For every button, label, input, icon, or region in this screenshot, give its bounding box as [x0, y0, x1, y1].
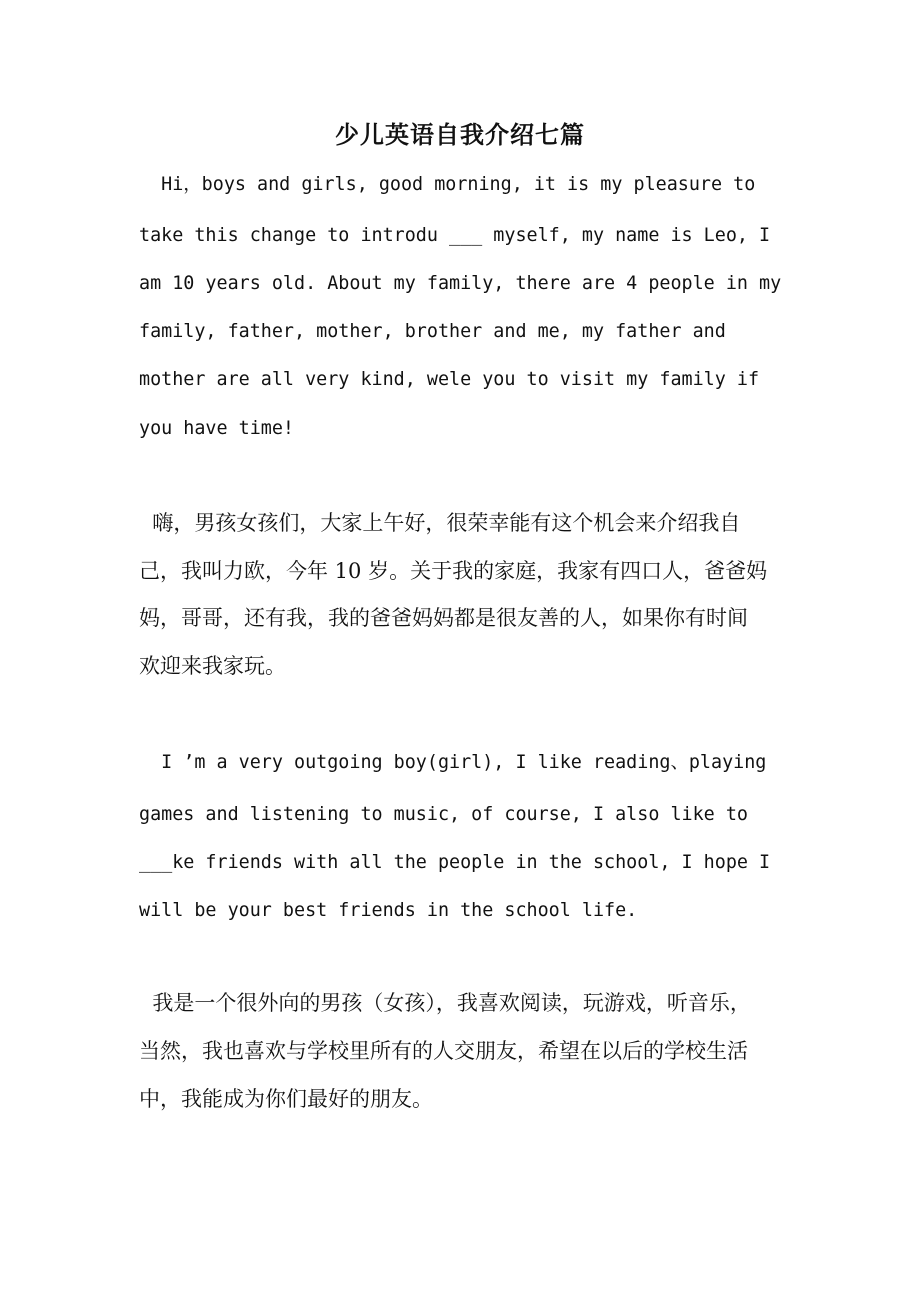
text-line: 妈，哥哥，还有我，我的爸爸妈妈都是很友善的人，如果你有时间	[139, 606, 748, 630]
text-line: am 10 years old. About my family, there are 4 people in my	[139, 273, 782, 294]
text-line: Hi，boys and girls, good morning, it is my pleasure to	[139, 174, 756, 195]
text-line: 中，我能成为你们最好的朋友。	[139, 1087, 433, 1111]
text-line: you have time!	[139, 418, 295, 439]
text-line: 嗨，男孩女孩们，大家上午好，很荣幸能有这个机会来介绍我自	[139, 511, 741, 535]
text-line: ___ke friends with all the people in the school, I hope I	[139, 852, 771, 873]
page-title: 少儿英语自我介绍七篇	[335, 120, 585, 149]
text-line: mother are all very kind, wele you to visit my family if	[139, 369, 760, 390]
text-line: I ’m a very outgoing boy(girl), I like reading、playing	[139, 752, 767, 773]
text-line: family, father, mother, brother and me, my father and	[139, 321, 726, 342]
text-line: 欢迎来我家玩。	[139, 654, 286, 678]
text-line: 己，我叫力欧，今年 10 岁。关于我的家庭，我家有四口人，爸爸妈	[139, 559, 768, 583]
text-line: will be your best friends in the school life.	[139, 900, 638, 921]
text-line: take this change to introdu ___ myself, my name is Leo, I	[139, 225, 771, 246]
text-line: 当然，我也喜欢与学校里所有的人交朋友，希望在以后的学校生活	[139, 1039, 748, 1063]
text-line: games and listening to music, of course, I also like to	[139, 804, 748, 825]
text-line: 我是一个很外向的男孩（女孩），我喜欢阅读，玩游戏，听音乐，	[139, 991, 751, 1015]
